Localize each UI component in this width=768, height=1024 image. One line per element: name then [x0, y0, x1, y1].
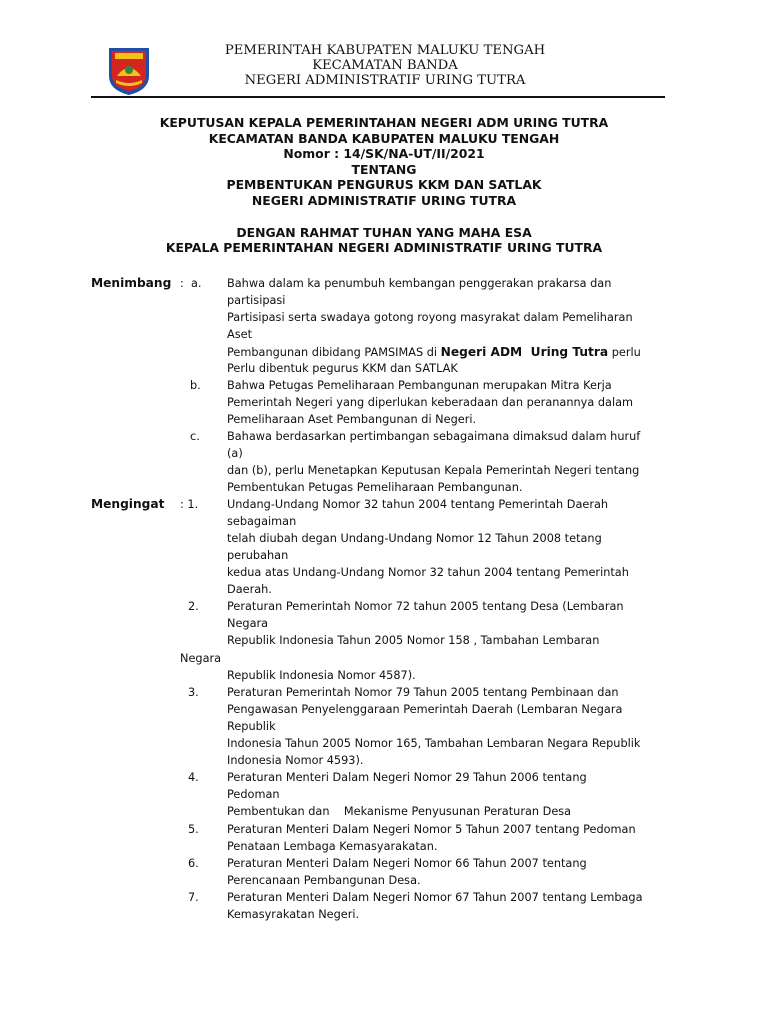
mengingat-1-line-3: telah diubah degan Undang-Undang Nomor 12 Tahun 2008 tetang [227, 532, 602, 545]
mengingat-marker-2: 2. [188, 600, 199, 613]
menimbang-c-line-4: Pembentukan Petugas Pemeliharaan Pembangunan. [227, 481, 523, 494]
menimbang-a-line-6: Perlu dibentuk pegurus KKM dan SATLAK [227, 362, 458, 375]
mengingat-3-line-4: Indonesia Tahun 2005 Nomor 165, Tambahan Lembaran Negara Republik [227, 737, 641, 750]
mengingat-3-line-1: Peraturan Pemerintah Nomor 79 Tahun 2005 tentang Pembinaan dan [227, 686, 619, 699]
mengingat-3-line-2: Pengawasan Penyelenggaraan Pemerintah Daerah (Lembaran Negara [227, 703, 623, 716]
menimbang-a-line-2: partisipasi [227, 294, 286, 307]
mengingat-marker-7: 7. [188, 891, 199, 904]
decree-title [90, 115, 678, 256]
mengingat-1-line-1: Undang-Undang Nomor 32 tahun 2004 tentang Pemerintah Daerah [227, 498, 609, 511]
menimbang-a-line-5-text: Pembangunan dibidang PAMSIMAS di [227, 346, 441, 359]
mengingat-2-line-2: Negara [227, 617, 269, 630]
title-line-6: NEGERI ADMINISTRATIF URING TUTRA [251, 192, 517, 208]
title-line-5: PEMBENTUKAN PENGURUS KKM DAN SATLAK [226, 177, 542, 193]
mengingat-4-line-1: Peraturan Menteri Dalam Negeri Nomor 29 Tahun 2006 tentang [227, 771, 587, 784]
mengingat-marker-1: : 1. [180, 498, 199, 511]
menimbang-c-line-1: Bahawa berdasarkan pertimbangan sebagaimana dimaksud dalam huruf [227, 430, 641, 443]
title-line-3: Nomor : 14/SK/NA-UT/II/2021 [283, 146, 485, 162]
mengingat-label: Mengingat [91, 497, 165, 511]
mengingat-7-line-1: Peraturan Menteri Dalam Negeri Nomor 67 Tahun 2007 tentang Lembaga [227, 891, 643, 904]
menimbang-marker-b: b. [190, 379, 201, 392]
mengingat-6-line-2: Perencanaan Pembangunan Desa. [227, 874, 421, 887]
letterhead [170, 43, 600, 88]
mengingat-5-line-2: Penataan Lembaga Kemasyarakatan. [227, 840, 438, 853]
mengingat-marker-3: 3. [188, 686, 199, 699]
mengingat-1-line-4: perubahan [227, 549, 289, 562]
menimbang-b-line-2: Pemerintah Negeri yang diperlukan keberadaan dan peranannya dalam [227, 396, 634, 409]
letterhead-line-2: KECAMATAN BANDA [312, 58, 458, 73]
mengingat-marker-5: 5. [188, 823, 199, 836]
title-line-1: KEPUTUSAN KEPALA PEMERINTAHAN NEGERI ADM URING TUTRA [159, 115, 609, 130]
mengingat-2-line-3: Republik Indonesia Tahun 2005 Nomor 158 , Tambahan Lembaran [227, 634, 600, 647]
letterhead-line-1: PEMERINTAH KABUPATEN MALUKU TENGAH [224, 43, 546, 58]
menimbang-marker-c: c. [190, 430, 200, 443]
menimbang-a-line-5-tail: perlu [608, 346, 641, 359]
mengingat-2-line-5: Republik Indonesia Nomor 4587). [227, 669, 416, 682]
menimbang-a-line-5 [227, 345, 641, 360]
mengingat-2-line-4: Negara [180, 652, 222, 665]
mengingat-5-line-1: Peraturan Menteri Dalam Negeri Nomor 5 Tahun 2007 tentang Pedoman [227, 823, 636, 836]
letterhead-rule [91, 96, 665, 98]
mengingat-1-line-2: sebagaiman [227, 515, 297, 528]
title-line-2: KECAMATAN BANDA KABUPATEN MALUKU TENGAH [208, 130, 560, 146]
mengingat-6-line-1: Peraturan Menteri Dalam Negeri Nomor 66 Tahun 2007 tentang [227, 857, 587, 870]
mengingat-3-line-3: Republik [227, 720, 276, 733]
menimbang-a-line-4: Aset [227, 328, 252, 341]
menimbang-label: Menimbang [91, 276, 172, 290]
mengingat-7-line-2: Kemasyrakatan Negeri. [227, 908, 360, 921]
menimbang-b-line-3: Pemeliharaan Aset Pembangunan di Negeri. [227, 413, 477, 426]
menimbang-c-line-3: dan (b), perlu Menetapkan Keputusan Kepala Pemerintah Negeri tentang [227, 464, 640, 477]
mengingat-marker-6: 6. [188, 857, 199, 870]
mengingat-marker-4: 4. [188, 771, 199, 784]
title-line-8: KEPALA PEMERINTAHAN NEGERI ADMINISTRATIF URING TUTRA [165, 240, 603, 256]
mengingat-4-line-2: Pedoman [227, 788, 280, 801]
mengingat-4-line-3: Pembentukan dan Mekanisme Penyusunan Peraturan Desa [227, 805, 572, 818]
mengingat-3-line-5: Indonesia Nomor 4593). [227, 754, 364, 767]
menimbang-a-line-5-emphasis: Negeri ADM Uring Tutra [440, 345, 609, 359]
menimbang-b-line-1: Bahwa Petugas Pemeliharaan Pembangunan merupakan Mitra Kerja [227, 379, 612, 392]
mengingat-1-line-6: Daerah. [227, 583, 272, 596]
regency-emblem-icon [107, 46, 151, 96]
title-gap [90, 209, 678, 225]
mengingat-1-line-5: kedua atas Undang-Undang Nomor 32 tahun 2004 tentang Pemerintah [227, 566, 629, 579]
title-line-7: DENGAN RAHMAT TUHAN YANG MAHA ESA [236, 224, 532, 240]
menimbang-a-line-1: Bahwa dalam ka penumbuh kembangan penggerakan prakarsa dan [227, 277, 612, 290]
menimbang-a-line-3: Partisipasi serta swadaya gotong royong masyrakat dalam Pemeliharan [227, 311, 633, 324]
menimbang-marker-a: : a. [180, 277, 202, 290]
mengingat-2-line-1: Peraturan Pemerintah Nomor 72 tahun 2005 tentang Desa (Lembaran [227, 600, 624, 613]
title-line-4: TENTANG [351, 161, 417, 177]
menimbang-c-line-2: (a) [227, 447, 243, 460]
letterhead-line-3: NEGERI ADMINISTRATIF URING TUTRA [244, 73, 526, 88]
